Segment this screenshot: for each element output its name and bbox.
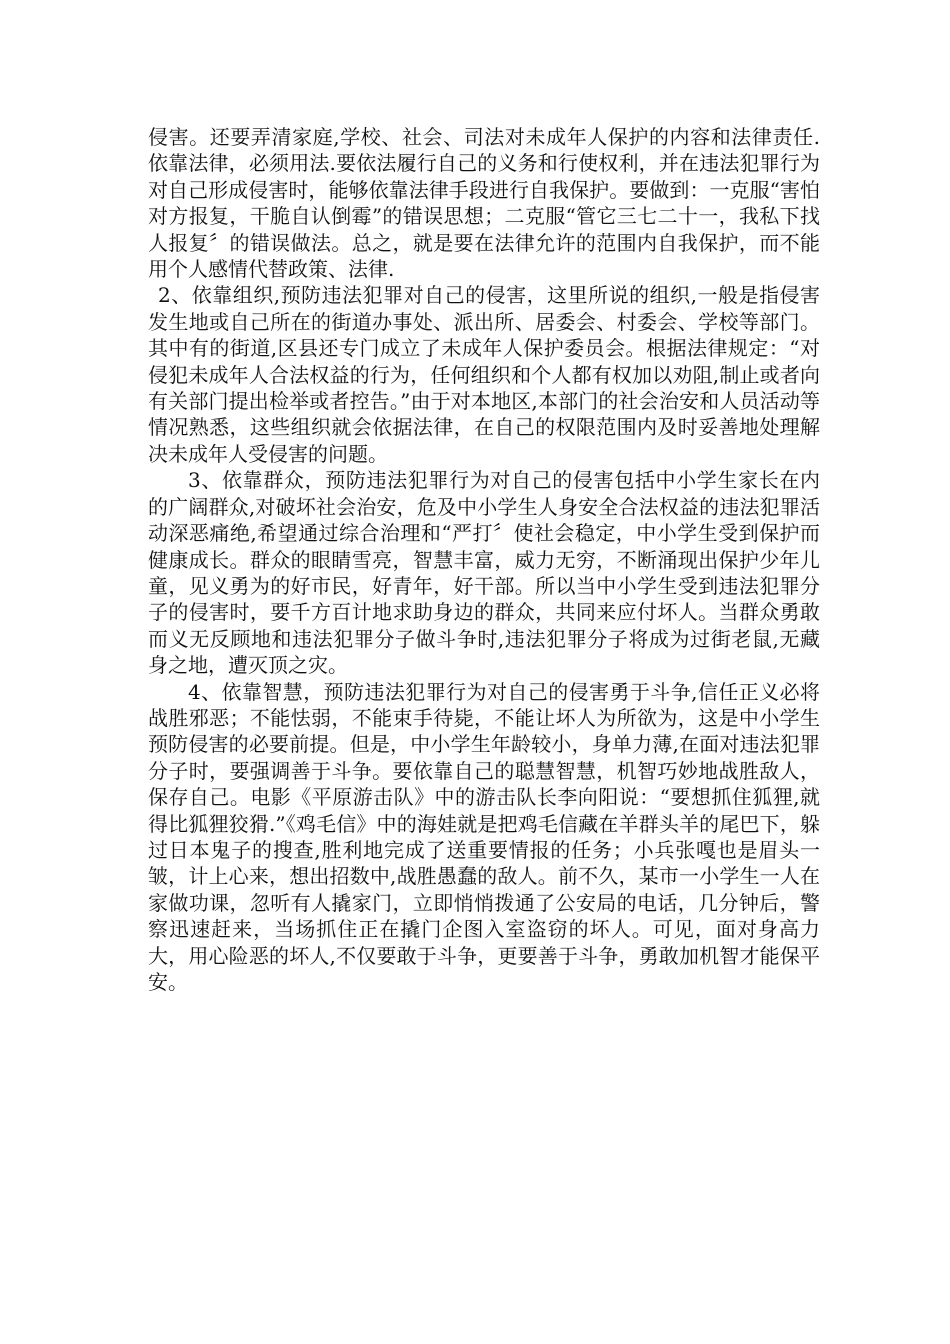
paragraph-4-rely-on-wisdom: 4、依靠智慧，预防违法犯罪行为对自己的侵害勇于斗争,信任正义必将战胜邪恶；不能怯弱，不能束手待毙，不能让坏人为所欲为，这是中小学生预防侵害的必要前提。但是，中小学生年龄较小，身单力薄,在面对违法犯罪分子时，要强调善于斗争。要依靠自己的聪慧智慧，机智巧妙地战胜敌人，保存自己。电影《平原游击队》中的游击队长李向阳说：“要想抓住狐狸,就得比狐狸狡猾.”《鸡毛信》中的海娃就是把鸡毛信藏在羊群头羊的尾巴下，躲过日本鬼子的搜查,胜利地完成了送重要情报的任务；小兵张嘎也是眉头一皱，计上心来，想出招数中,战胜愚蠢的敌人。前不久，某市一小学生一人在家做功课，忽听有人撬家门，立即悄悄拨通了公安局的电话，几分钟后，警察迅速赶来，当场抓住正在撬门企图入室盗窃的坏人。可见，面对身高力大，用心险恶的坏人,不仅要敢于斗争，更要善于斗争，勇敢加机智才能保平安。 — [148, 679, 820, 994]
paragraph-3-rely-on-masses: 3、依靠群众，预防违法犯罪行为对自己的侵害包括中小学生家长在内的广阔群众,对破坏社会治安，危及中小学生人身安全合法权益的违法犯罪活动深恶痛绝,希望通过综合治理和“严打〞使社会稳定，中小学生受到保护而健康成长。群众的眼睛雪亮，智慧丰富，威力无穷，不断涌现出保护少年儿童，见义勇为的好市民，好青年，好干部。所以当中小学生受到违法犯罪分子的侵害时，要千方百计地求助身边的群众，共同来应付坏人。当群众勇敢而义无反顾地和违法犯罪分子做斗争时,违法犯罪分子将成为过街老鼠,无藏身之地，遭灭顶之灾。 — [148, 468, 820, 678]
paragraph-2-rely-on-organization: 2、依靠组织,预防违法犯罪对自己的侵害，这里所说的组织,一般是指侵害发生地或自己所在的街道办事处、派出所、居委会、村委会、学校等部门。其中有的街道,区县还专门成立了未成年人保护委员会。根据法律规定：“对侵犯未成年人合法权益的行为，任何组织和个人都有权加以劝阻,制止或者向有关部门提出检举或者控告。”由于对本地区,本部门的社会治安和人员活动等情况熟悉，这些组织就会依据法律，在自己的权限范围内及时妥善地处理解决未成年人受侵害的问题。 — [148, 283, 820, 466]
paragraph-continuation: 侵害。还要弄清家庭,学校、社会、司法对未成年人保护的内容和法律责任.依靠法律，必须用法.要依法履行自己的义务和行使权利，并在违法犯罪行为对自己形成侵害时，能够依靠法律手段进行自我保护。要做到：一克服“害怕对方报复，干脆自认倒霉”的错误思想；二克服“管它三七二十一，我私下找人报复〞的错误做法。总之，就是要在法律允许的范围内自我保护，而不能用个人感情代替政策、法律. — [148, 125, 820, 282]
document-body — [148, 124, 820, 995]
